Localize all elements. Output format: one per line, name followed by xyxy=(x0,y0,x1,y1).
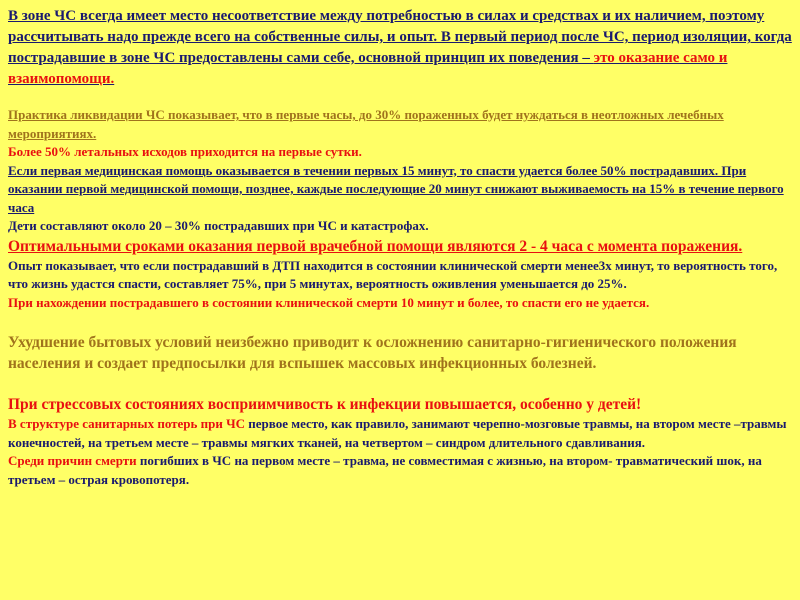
practice-paragraph: Практика ликвидации ЧС показывает, что в первые часы, до 30% пораженных будет нуждаться в неотложных лечебных мероприятиях. xyxy=(8,107,724,141)
intro-text: В зоне ЧС всегда имеет место несоответствие между потребностью в силах и средствах и их наличием, поэтому рассчитывать надо прежде всего на собственные силы, и опыт. В первый период после ЧС, период изоляции, когда пострадавшие в зоне ЧС предоставлены сами себе, основной принцип их поведения – xyxy=(8,8,792,66)
children-paragraph: Дети составляют около 20 – 30% пострадавших при ЧС и катастрофах. xyxy=(8,218,429,233)
losses-text: первое место, как правило, занимают черепно-мозговые травмы, на втором месте –травмы конечностей, на третьем месте – травмы мягких тканей, на четвертом – синдром длительного сдавливания. xyxy=(8,416,787,450)
spacer xyxy=(8,90,792,106)
stress-paragraph: При стрессовых состояниях восприимчивость к инфекции повышается, особенно у детей! xyxy=(8,396,642,413)
ten-minutes-paragraph: При нахождении пострадавшего в состоянии клинической смерти 10 минут и более, то спасти его не удается. xyxy=(8,294,650,310)
clinical-death-paragraph: Опыт показывает, что если пострадавший в ДТП находится в состоянии клинической смерти менее3х минут, то вероятность того, что жизнь удастся спасти, составляет 75%, при 5 минутах, вероятность оживления уменьшается до 25%. xyxy=(8,257,778,291)
losses-structure-paragraph xyxy=(8,415,792,452)
spacer xyxy=(8,374,792,394)
living-conditions-paragraph: Ухудшение бытовых условий неизбежно приводит к осложнению санитарно-гигиенического положения населения и создает предпосылки для вспышек массовых инфекционных болезней. xyxy=(8,334,737,372)
intro-paragraph xyxy=(8,6,792,90)
death-causes-text: погибших в ЧС на первом месте – травма, не совместимая с жизнью, на втором- травматический шок, на третьем – острая кровопотеря. xyxy=(8,453,762,487)
death-causes-paragraph xyxy=(8,452,792,489)
losses-lead: В структуре санитарных потерь при ЧС xyxy=(8,416,246,431)
first-aid-paragraph: Если первая медицинская помощь оказывается в течении первых 15 минут, то спасти удается более 50% пострадавших. При оказании первой медицинской помощи, позднее, каждые последующие 20 минут снижают выживаемость на 15% в течение первого часа xyxy=(8,162,784,215)
spacer xyxy=(8,312,792,332)
lethal-paragraph: Более 50% летальных исходов приходится на первые сутки. xyxy=(8,144,362,159)
death-causes-lead: Среди причин смерти xyxy=(8,453,137,468)
optimal-time-paragraph: Оптимальными сроками оказания первой врачебной помощи являются 2 - 4 часа с момента поражения. xyxy=(8,237,743,255)
intro-highlight: это оказание само и взаимопомощи. xyxy=(8,50,728,87)
